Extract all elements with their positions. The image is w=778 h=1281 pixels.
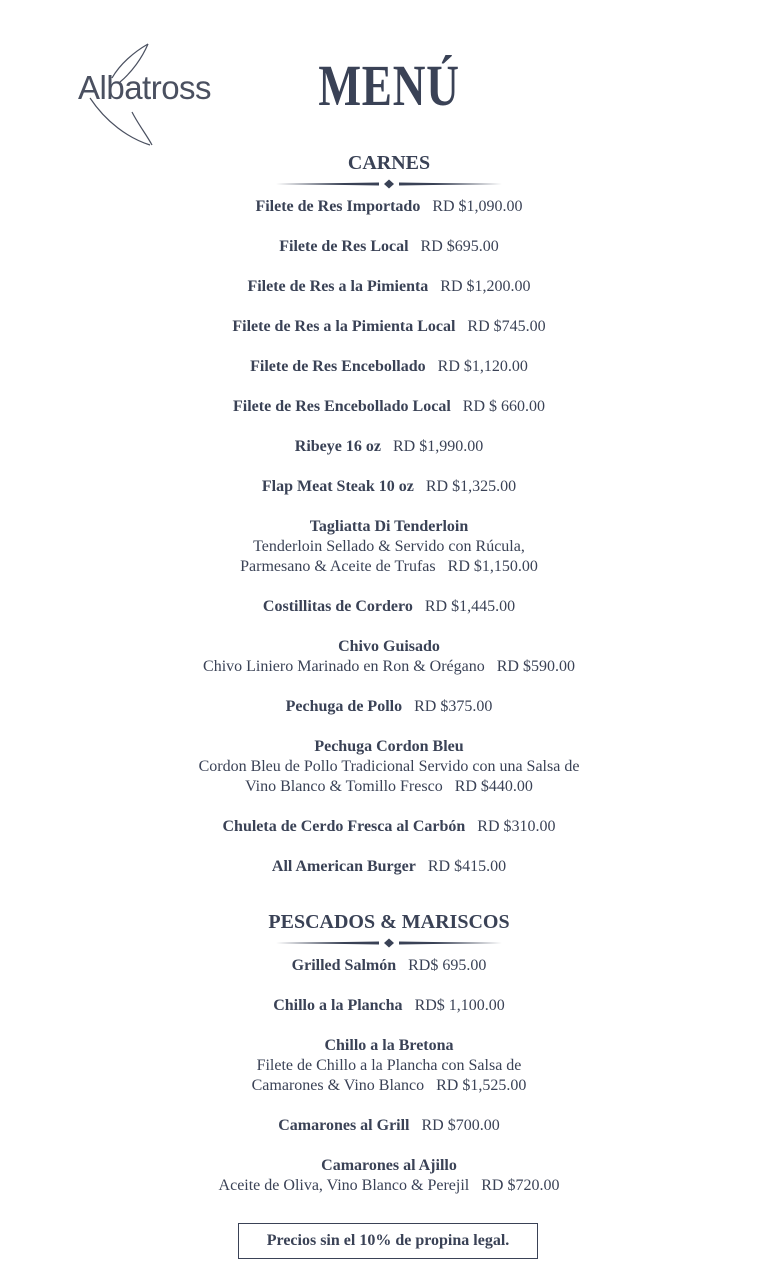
- item-name: All American Burger: [271, 858, 416, 875]
- item-description: Filete de Chillo a la Plancha con Salsa de: [256, 1057, 522, 1074]
- ornament-divider: [274, 938, 504, 948]
- item-price: RD $375.00: [414, 698, 493, 715]
- logo-text: Albatross: [78, 69, 212, 106]
- menu-item: [0, 197, 778, 217]
- item-name: Chuleta de Cerdo Fresca al Carbón: [222, 818, 466, 835]
- menu-item: [0, 317, 778, 337]
- item-name: Grilled Salmón: [291, 957, 397, 974]
- item-price: RD $590.00: [496, 658, 575, 675]
- item-description: Cordon Bleu de Pollo Tradicional Servido con una Salsa de: [198, 758, 580, 775]
- item-name: Pechuga de Pollo: [285, 698, 403, 715]
- menu-item: [0, 857, 778, 877]
- item-price: RD $745.00: [467, 318, 546, 335]
- ornament-divider: [274, 179, 504, 189]
- item-name: Flap Meat Steak 10 oz: [261, 478, 414, 495]
- menu-item: [0, 477, 778, 497]
- section-title: PESCADOS & MARISCOS: [268, 911, 510, 933]
- item-name: Filete de Res Local: [279, 238, 409, 255]
- item-price: RD $ 660.00: [462, 398, 545, 415]
- item-price: RD $1,445.00: [424, 598, 516, 615]
- item-description: Parmesano & Aceite de Trufas: [240, 558, 436, 575]
- menu-item: [0, 237, 778, 257]
- menu-item: [0, 817, 778, 837]
- item-price: RD $1,525.00: [436, 1077, 527, 1094]
- item-description: Vino Blanco & Tomillo Fresco: [245, 778, 443, 795]
- item-price: RD$ 695.00: [408, 957, 487, 974]
- menu-item: [0, 277, 778, 297]
- item-name: Chillo a la Bretona: [324, 1037, 454, 1054]
- item-name: Chivo Guisado: [338, 638, 440, 655]
- item-list: [0, 197, 778, 877]
- menu-item: [0, 1116, 778, 1136]
- item-price: RD $1,120.00: [437, 358, 528, 375]
- item-price: RD$ 1,100.00: [414, 997, 505, 1014]
- item-price: RD $1,150.00: [447, 558, 538, 575]
- item-price: RD $440.00: [454, 778, 533, 795]
- item-name: Chillo a la Plancha: [273, 997, 403, 1014]
- page-title: MENÚ: [318, 53, 460, 118]
- menu-item: [0, 397, 778, 417]
- section-pescados-mariscos: [0, 910, 778, 1216]
- item-price: RD $1,090.00: [432, 198, 523, 215]
- section-title: CARNES: [347, 152, 431, 174]
- menu-item: [0, 357, 778, 377]
- menu-item: [0, 517, 778, 577]
- menu-item: [0, 1036, 778, 1096]
- item-name: Tagliatta Di Tenderloin: [309, 518, 469, 535]
- menu-item: [0, 956, 778, 976]
- item-list: [0, 956, 778, 1196]
- item-name: Filete de Res Importado: [255, 198, 421, 215]
- item-name: Ribeye 16 oz: [294, 438, 381, 455]
- item-price: RD $700.00: [421, 1117, 500, 1134]
- item-name: Filete de Res a la Pimienta: [247, 278, 429, 295]
- item-price: RD $415.00: [427, 858, 507, 875]
- section-carnes: [0, 151, 778, 897]
- menu-item: [0, 737, 778, 797]
- item-name: Filete de Res Encebollado: [250, 358, 426, 375]
- menu-item: [0, 637, 778, 677]
- menu-item: [0, 597, 778, 617]
- menu-item: [0, 1156, 778, 1196]
- tip-notice: Precios sin el 10% de propina legal.: [238, 1223, 538, 1259]
- item-description: Camarones & Vino Blanco: [251, 1077, 425, 1094]
- menu-item: [0, 996, 778, 1016]
- item-name: Costillitas de Cordero: [262, 598, 413, 615]
- item-name: Filete de Res Encebollado Local: [233, 398, 451, 415]
- item-description: Tenderloin Sellado & Servido con Rúcula,: [253, 538, 525, 555]
- menu-item: [0, 437, 778, 457]
- item-description: Chivo Liniero Marinado en Ron & Orégano: [203, 658, 485, 675]
- item-description: Aceite de Oliva, Vino Blanco & Perejil: [218, 1177, 470, 1194]
- item-name: Camarones al Grill: [278, 1117, 410, 1134]
- item-price: RD $720.00: [481, 1177, 560, 1194]
- menu-item: [0, 697, 778, 717]
- item-price: RD $1,200.00: [440, 278, 531, 295]
- item-name: Pechuga Cordon Bleu: [314, 738, 464, 755]
- item-price: RD $1,990.00: [392, 438, 484, 455]
- item-price: RD $310.00: [477, 818, 556, 835]
- item-price: RD $695.00: [420, 238, 499, 255]
- item-name: Camarones al Ajillo: [321, 1157, 457, 1174]
- item-price: RD $1,325.00: [425, 478, 517, 495]
- item-name: Filete de Res a la Pimienta Local: [232, 318, 456, 335]
